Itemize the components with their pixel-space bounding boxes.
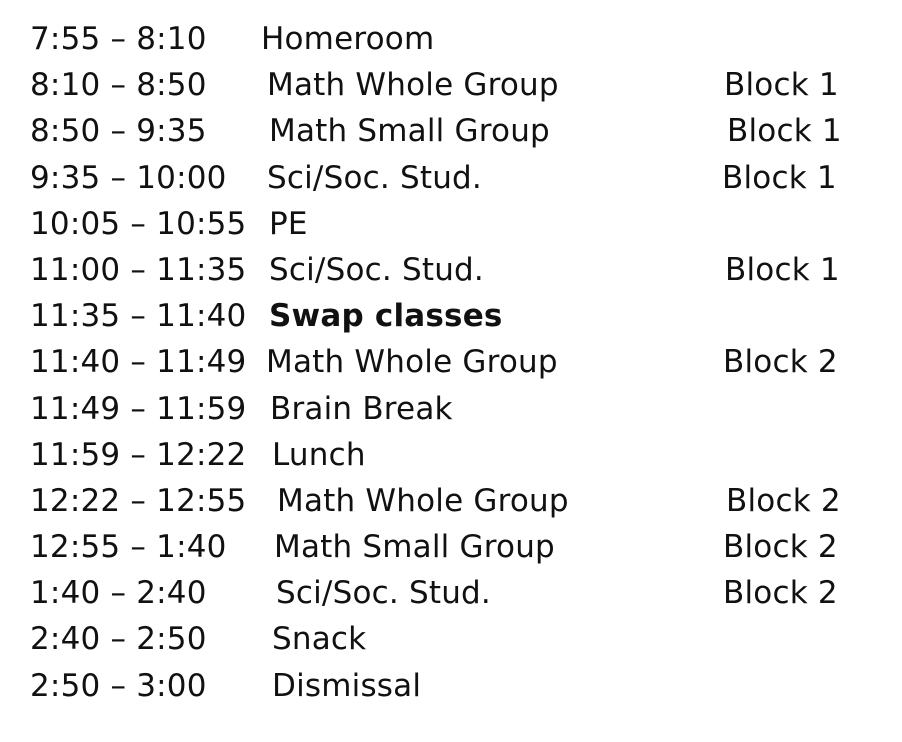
time-slot: 12:22 – 12:55 <box>30 482 247 519</box>
schedule-row <box>0 293 902 339</box>
activity-name: Math Whole Group <box>266 344 558 381</box>
activity-name: Brain Break <box>270 390 453 427</box>
schedule-row <box>0 62 902 108</box>
schedule-row <box>0 524 902 570</box>
activity-name: Snack <box>272 621 367 658</box>
schedule-row <box>0 201 902 247</box>
schedule-row <box>0 339 902 385</box>
block-label: Block 1 <box>727 113 842 150</box>
block-label: Block 1 <box>722 159 837 196</box>
schedule-row <box>0 663 902 709</box>
activity-name: Sci/Soc. Stud. <box>269 251 484 288</box>
time-slot: 12:55 – 1:40 <box>30 529 227 566</box>
activity-name: Sci/Soc. Stud. <box>267 159 482 196</box>
time-slot: 11:00 – 11:35 <box>30 251 247 288</box>
activity-name: Sci/Soc. Stud. <box>276 575 491 612</box>
time-slot: 11:40 – 11:49 <box>30 344 247 381</box>
block-label: Block 1 <box>724 67 839 104</box>
activity-name: Math Small Group <box>269 113 550 150</box>
activity-name: Math Whole Group <box>267 67 559 104</box>
schedule-row <box>0 108 902 154</box>
daily-schedule <box>0 16 902 709</box>
time-slot: 1:40 – 2:40 <box>30 575 207 612</box>
block-label: Block 2 <box>726 482 841 519</box>
time-slot: 11:49 – 11:59 <box>30 390 247 427</box>
time-slot: 9:35 – 10:00 <box>30 159 227 196</box>
time-slot: 2:40 – 2:50 <box>30 621 207 658</box>
schedule-row <box>0 16 902 62</box>
schedule-row <box>0 432 902 478</box>
activity-name: Lunch <box>272 436 366 473</box>
block-label: Block 2 <box>723 529 838 566</box>
time-slot: 7:55 – 8:10 <box>30 21 207 57</box>
time-slot: 11:59 – 12:22 <box>30 436 247 473</box>
schedule-row <box>0 155 902 201</box>
block-label: Block 1 <box>725 251 840 288</box>
schedule-row <box>0 386 902 432</box>
time-slot: 8:50 – 9:35 <box>30 113 207 150</box>
activity-name: Math Whole Group <box>277 482 569 519</box>
schedule-row <box>0 247 902 293</box>
time-slot: 8:10 – 8:50 <box>30 67 207 104</box>
activity-name: Homeroom <box>261 21 435 57</box>
activity-name: Dismissal <box>272 667 422 704</box>
schedule-row <box>0 478 902 524</box>
time-slot: 10:05 – 10:55 <box>30 205 247 242</box>
activity-name: Swap classes <box>269 298 503 335</box>
schedule-row <box>0 570 902 616</box>
time-slot: 11:35 – 11:40 <box>30 298 247 335</box>
time-slot: 2:50 – 3:00 <box>30 667 207 704</box>
schedule-row <box>0 616 902 662</box>
block-label: Block 2 <box>723 575 838 612</box>
block-label: Block 2 <box>723 344 838 381</box>
activity-name: PE <box>269 205 308 242</box>
activity-name: Math Small Group <box>274 529 555 566</box>
